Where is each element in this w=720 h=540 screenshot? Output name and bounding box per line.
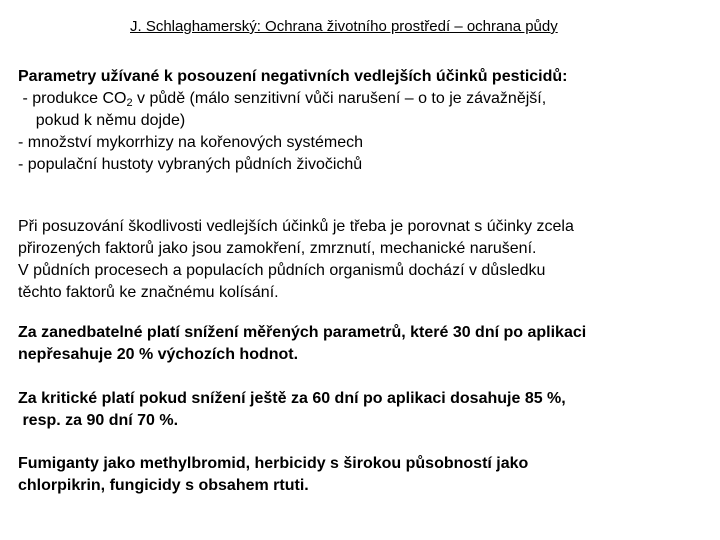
parameters-section [18, 66, 708, 176]
assessment-line: Při posuzování škodlivosti vedlejších účinků je třeba je porovnat s účinky zcela [18, 218, 574, 235]
parameter-item-co2: - produkce $CO_2$ v půdě (málo senzitivní vůči narušení – o to je závažnější, [18, 90, 547, 109]
parameters-heading: Parametry užívané k posouzení negativních vedlejších účinků pesticidů: [18, 68, 568, 85]
parameter-item-co2-continuation: pokud k němu dojde) [18, 112, 186, 129]
fumigants-line: chlorpikrin, fungicidy s obsahem rtuti. [18, 477, 309, 494]
assessment-line: V půdních procesech a populacích půdních organismů dochází v důsledku [18, 262, 546, 279]
assessment-line: těchto faktorů ke značnému kolísání. [18, 284, 279, 301]
page-header: J. Schlaghamerský: Ochrana životního prostředí – ochrana půdy [130, 18, 558, 35]
negligible-line: Za zanedbatelné platí snížení měřených parametrů, které 30 dní po aplikaci [18, 324, 587, 341]
assessment-line: přirozených faktorů jako jsou zamokření, zmrznutí, mechanické narušení. [18, 240, 537, 257]
critical-paragraph [18, 388, 708, 432]
negligible-paragraph [18, 322, 708, 366]
critical-line: Za kritické platí pokud snížení ještě za 60 dní po aplikaci dosahuje 85 %, [18, 390, 566, 407]
fumigants-line: Fumiganty jako methylbromid, herbicidy s širokou působností jako [18, 455, 529, 472]
fumigants-paragraph [18, 453, 708, 497]
critical-line: resp. za 90 dní 70 %. [18, 412, 179, 429]
parameter-item-mycorrhiza: - množství mykorrhizy na kořenových systémech [18, 134, 363, 151]
negligible-line: nepřesahuje 20 % výchozích hodnot. [18, 346, 299, 363]
parameter-item-population: - populační hustoty vybraných půdních živočichů [18, 156, 363, 173]
assessment-paragraph [18, 216, 708, 304]
